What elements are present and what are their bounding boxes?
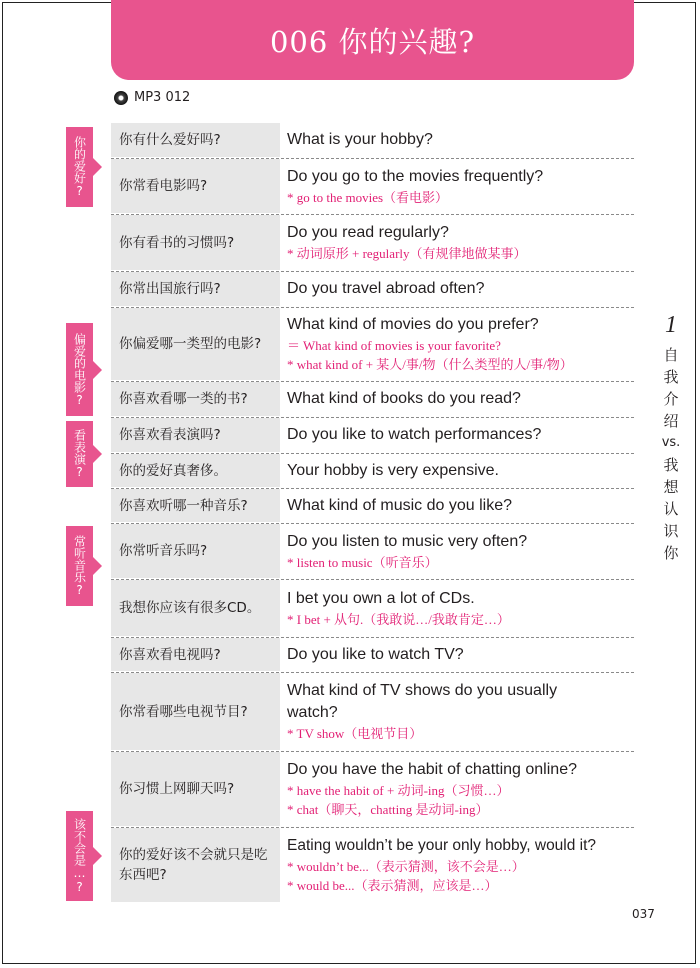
chapter-title-char: 认	[663, 500, 679, 518]
usage-note: * would be...（表示猜测，应该是…）	[287, 878, 498, 893]
chapter-title-char: vs.	[661, 435, 681, 450]
english-sentence: Do you read regularly?	[287, 224, 449, 241]
list-item	[111, 638, 634, 673]
list-item	[111, 489, 634, 524]
chapter-title-char: 绍	[663, 412, 679, 430]
tag-could-it-be: 该不会是…?	[66, 811, 93, 901]
usage-note: * wouldn’t be...（表示猜测，该不会是…）	[287, 859, 525, 874]
chinese-sentence: 你常出国旅行吗?	[111, 272, 280, 306]
usage-note: * 动词原形 + regularly（有规律地做某事）	[287, 246, 527, 261]
english-sentence: Do you like to watch TV?	[287, 645, 464, 663]
chapter-title-char: 介	[663, 390, 679, 408]
chapter-title-char: 我	[663, 368, 679, 386]
list-item	[111, 123, 634, 159]
chinese-sentence: 你常看哪些电视节目?	[111, 673, 280, 750]
english-sentence: Do you like to watch performances?	[287, 426, 542, 443]
usage-note: * listen to music（听音乐）	[287, 554, 438, 570]
usage-note: * I bet + 从句.（我敢说…/我敢肯定…）	[287, 611, 510, 627]
english-sentence: Do you have the habit of chatting online?	[287, 761, 577, 778]
english-sentence: What kind of TV shows do you usually watch?	[287, 682, 558, 721]
page-title: 006 你的兴趣?	[269, 24, 476, 59]
english-sentence: What kind of books do you read?	[287, 390, 521, 407]
title-banner	[111, 0, 634, 80]
english-sentence: What kind of music do you like?	[287, 496, 512, 514]
chinese-sentence: 你有什么爱好吗?	[111, 123, 280, 157]
list-item	[111, 524, 634, 580]
list-item	[111, 828, 634, 903]
english-sentence: Do you travel abroad often?	[287, 280, 485, 297]
chapter-title-char: 我	[663, 456, 679, 474]
chapter-title-char: 自	[663, 346, 679, 364]
usage-note: ＝ What kind of movies is your favorite?	[287, 338, 501, 353]
chinese-sentence: 你喜欢看电视吗?	[111, 638, 280, 671]
list-item	[111, 382, 634, 418]
chinese-sentence: 你喜欢看表演吗?	[111, 418, 280, 452]
list-item	[111, 454, 634, 489]
english-sentence: I bet you own a lot of CDs.	[287, 589, 475, 607]
chinese-sentence: 你的爱好真奢侈。	[111, 454, 280, 487]
cd-icon	[114, 91, 128, 105]
list-item	[111, 418, 634, 454]
list-item	[111, 580, 634, 638]
english-sentence: Do you listen to music very often?	[287, 532, 528, 550]
chinese-sentence: 你偏爱哪一类型的电影?	[111, 308, 280, 380]
chapter-number: 1	[665, 312, 677, 338]
tag-watch-performances: 看表演?	[66, 421, 93, 487]
tag-favorite-movie: 偏爱的电影?	[66, 323, 93, 416]
list-item	[111, 673, 634, 752]
chinese-sentence: 你常看电影吗?	[111, 159, 280, 213]
english-sentence: What is your hobby?	[287, 131, 433, 148]
list-item	[111, 272, 634, 308]
page-number: 037	[632, 907, 655, 921]
english-sentence: What kind of movies do you prefer?	[287, 316, 539, 333]
english-sentence: Do you go to the movies frequently?	[287, 167, 544, 185]
audio-track[interactable]	[114, 90, 190, 105]
chinese-sentence: 你习惯上网聊天吗?	[111, 752, 280, 826]
tag-your-hobby: 你的爱好?	[66, 127, 93, 207]
chapter-title-char: 想	[663, 478, 679, 496]
usage-note: * TV show（电视节目）	[287, 726, 423, 741]
list-item	[111, 215, 634, 272]
audio-label: MP3 012	[134, 90, 191, 105]
chinese-sentence: 你喜欢看哪一类的书?	[111, 382, 280, 416]
list-item	[111, 308, 634, 382]
chinese-sentence: 你有看书的习惯吗?	[111, 215, 280, 270]
chinese-sentence: 你常听音乐吗?	[111, 524, 280, 578]
chinese-sentence: 你的爱好该不会就只是吃东西吧?	[111, 828, 280, 902]
tag-listen-music: 常听音乐?	[66, 526, 93, 606]
chapter-title	[660, 344, 682, 564]
chinese-sentence: 你喜欢听哪一种音乐?	[111, 489, 280, 522]
usage-note: * chat（聊天，chatting 是动词-ing）	[287, 802, 489, 817]
english-sentence: Eating wouldn’t be your only hobby, would it?	[287, 837, 597, 854]
chapter-title-char: 识	[663, 522, 679, 540]
usage-note: * have the habit of + 动词-ing（习惯…）	[287, 783, 510, 798]
list-item	[111, 159, 634, 215]
english-sentence: Your hobby is very expensive.	[287, 461, 499, 479]
chinese-sentence: 我想你应该有很多CD。	[111, 580, 280, 636]
list-item	[111, 752, 634, 828]
chapter-title-char: 你	[663, 544, 679, 562]
usage-note: * what kind of + 某人/事/物（什么类型的人/事/物）	[287, 357, 573, 372]
usage-note: * go to the movies（看电影）	[287, 189, 449, 205]
